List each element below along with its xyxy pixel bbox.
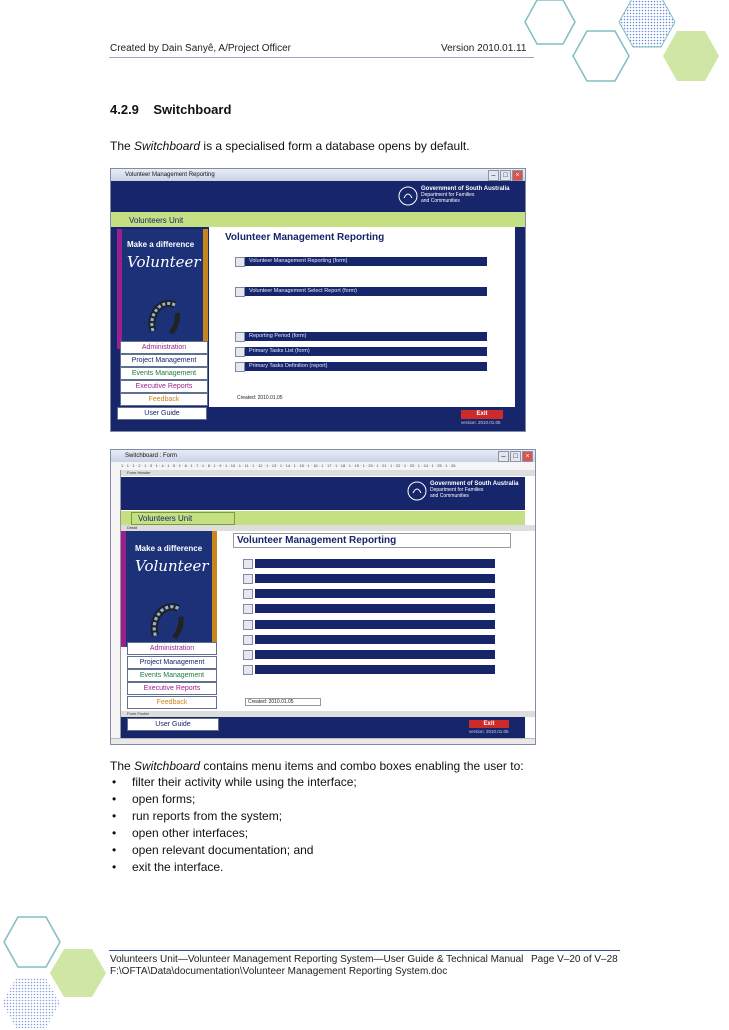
menu-item-c[interactable] [255, 589, 495, 598]
gov-line2-2: Department for Families [430, 487, 484, 493]
item-button-g[interactable] [243, 650, 253, 660]
header-author: Created by Dain Sanyê, A/Project Officer [110, 43, 292, 54]
list-item: • filter their activity while using the interface; [110, 774, 357, 791]
para2-pre: The [110, 759, 135, 773]
footer-page-number: Page V–20 of V–28 [531, 954, 618, 965]
gov-line1-2: Government of South Australia [430, 481, 519, 487]
detail-bar[interactable]: Detail [121, 525, 536, 531]
switchboard-design-screenshot [110, 449, 536, 745]
version-label-2: version: 2010.01.05 [469, 729, 509, 734]
item-button-h[interactable] [243, 665, 253, 675]
item-button-b[interactable] [243, 574, 253, 584]
volunteer-text: Volunteer [127, 253, 201, 271]
intro-italic: Switchboard [134, 139, 201, 153]
gov-line1: Government of South Australia [421, 186, 510, 192]
menu-project-management-2[interactable]: Project Management [127, 656, 217, 669]
menu-item-g[interactable] [255, 650, 495, 659]
user-guide-button-2[interactable]: User Guide [127, 718, 219, 731]
menu-item-3[interactable]: Reporting Period (form) [245, 332, 487, 341]
para2-italic: Switchboard [134, 759, 201, 773]
accent-orange [203, 229, 208, 349]
form-footer-bar[interactable]: Form Footer [121, 711, 536, 717]
main-title-2[interactable]: Volunteer Management Reporting [233, 533, 511, 548]
header-version: Version 2010.01.11 [441, 43, 527, 54]
intro-post: is a specialised form a database opens by default. [200, 139, 470, 153]
minimize-icon[interactable]: – [498, 451, 509, 462]
menu-item-d[interactable] [255, 604, 495, 613]
footer-file-path: F:\OFTA\Data\documentation\Volunteer Management Reporting System.doc [110, 966, 448, 977]
header-rule [109, 57, 534, 58]
menu-item-f[interactable] [255, 635, 495, 644]
section-number: 4.2.9 [110, 102, 139, 117]
exit-button[interactable]: Exit [461, 410, 503, 419]
item-button-c[interactable] [243, 589, 253, 599]
menu-events-management[interactable]: Events Management [120, 367, 208, 380]
menu-item-a[interactable] [255, 559, 495, 568]
intro-pre: The [110, 139, 135, 153]
form-header-bar[interactable]: Form Header [121, 470, 536, 476]
menu-events-management-2[interactable]: Events Management [127, 669, 217, 682]
horizontal-scrollbar[interactable] [111, 738, 535, 745]
main-panel [209, 227, 515, 407]
version-label: version: 2010.01.05 [461, 420, 501, 425]
menu-item-1[interactable]: Volunteer Management Reporting (form) [245, 257, 487, 266]
menu-item-e[interactable] [255, 620, 495, 629]
item-button-4[interactable] [235, 347, 245, 357]
window-titlebar-2 [111, 450, 535, 462]
horizontal-ruler: 1 · 1 · 1 · 2 · 1 · 3 · 1 · 4 · 1 · 5 · 1 · 6 · 1 · 7 · 1 · 8 · 1 · 9 · 1 · 10 · 1 · 11 · 1 · 12 · 1 · 13 · 1 · 14 · 1 · 15 · 1 · 16 · 1 · 17 · 1 · 18 · 1 · 19 · 1 · 20 · 1 · 21 · 1 · 22 · 1 · 23 · 1 · 24 · 1 · 25 · 1 · 26 [111, 462, 536, 471]
section-heading [110, 102, 231, 117]
switchboard-screenshot [110, 168, 526, 432]
minimize-icon[interactable]: – [488, 170, 499, 181]
menu-feedback-2[interactable]: Feedback [127, 696, 217, 709]
created-date: Created: 2010.01.05 [237, 395, 283, 401]
item-button-5[interactable] [235, 362, 245, 372]
menu-executive-reports-2[interactable]: Executive Reports [127, 682, 217, 695]
hexagon-pattern-bottom [0, 915, 110, 1030]
menu-item-h[interactable] [255, 665, 495, 674]
accent-purple [117, 229, 122, 349]
para2-post: contains menu items and combo boxes enabling the user to: [200, 759, 524, 773]
accent-orange-2 [212, 531, 217, 647]
menu-project-management[interactable]: Project Management [120, 354, 208, 367]
window-title: Volunteer Management Reporting [125, 172, 215, 178]
volunteer-text-2: Volunteer [135, 557, 209, 575]
list-item: • open relevant documentation; and [110, 842, 357, 859]
gov-crest-icon [407, 481, 427, 501]
gov-line3: and Communities [421, 198, 460, 204]
footer-rule [109, 950, 620, 951]
maximize-icon[interactable]: □ [510, 451, 521, 462]
gov-crest-icon [398, 186, 418, 206]
make-difference-text-2: Make a difference [135, 544, 203, 553]
film-strip-icon [145, 297, 185, 337]
gov-line3-2: and Communities [430, 493, 469, 499]
hexagon-pattern-top [515, 0, 729, 90]
make-difference-text: Make a difference [127, 240, 195, 249]
capability-list [110, 774, 357, 876]
window-title-2: Switchboard : Form [125, 453, 178, 459]
menu-item-5[interactable]: Primary Tasks Definition (report) [245, 362, 487, 371]
intro-paragraph [110, 139, 470, 153]
footer-title: Volunteers Unit—Volunteer Management Reporting System—User Guide & Technical Manual [110, 954, 524, 965]
maximize-icon[interactable]: □ [500, 170, 511, 181]
menu-item-2[interactable]: Volunteer Management Select Report (form) [245, 287, 487, 296]
item-button-3[interactable] [235, 332, 245, 342]
window-titlebar [111, 169, 525, 181]
window-buttons [488, 170, 523, 181]
item-button-1[interactable] [235, 257, 245, 267]
item-button-f[interactable] [243, 635, 253, 645]
list-item: • run reports from the system; [110, 808, 357, 825]
vertical-ruler [111, 470, 121, 744]
gov-logo-2 [407, 481, 518, 501]
list-item: • exit the interface. [110, 859, 357, 876]
menu-executive-reports[interactable]: Executive Reports [120, 380, 208, 393]
close-icon[interactable]: × [522, 451, 533, 462]
item-button-a[interactable] [243, 559, 253, 569]
volunteers-unit-tab-2[interactable]: Volunteers Unit [131, 512, 235, 525]
accent-purple-2 [121, 531, 126, 647]
item-button-e[interactable] [243, 620, 253, 630]
menu-item-4[interactable]: Primary Tasks List (form) [245, 347, 487, 356]
volunteers-unit-tab[interactable]: Volunteers Unit [129, 216, 184, 225]
menu-item-b[interactable] [255, 574, 495, 583]
window-buttons-2 [498, 451, 533, 462]
item-button-d[interactable] [243, 604, 253, 614]
list-item: • open other interfaces; [110, 825, 357, 842]
created-date-2[interactable]: Created: 2010.01.05 [245, 698, 321, 706]
menu-administration[interactable]: Administration [120, 341, 208, 354]
close-icon[interactable]: × [512, 170, 523, 181]
menu-administration-2[interactable]: Administration [127, 642, 217, 655]
item-button-2[interactable] [235, 287, 245, 297]
gov-logo [398, 186, 509, 206]
film-strip-icon [147, 600, 189, 642]
main-title: Volunteer Management Reporting [225, 232, 385, 243]
menu-feedback[interactable]: Feedback [120, 393, 208, 406]
exit-button-2[interactable]: Exit [469, 720, 509, 728]
switchboard-paragraph [110, 759, 524, 773]
section-title: Switchboard [153, 102, 232, 117]
list-item: • open forms; [110, 791, 357, 808]
user-guide-button[interactable]: User Guide [117, 407, 207, 420]
gov-line2: Department for Families [421, 192, 475, 198]
